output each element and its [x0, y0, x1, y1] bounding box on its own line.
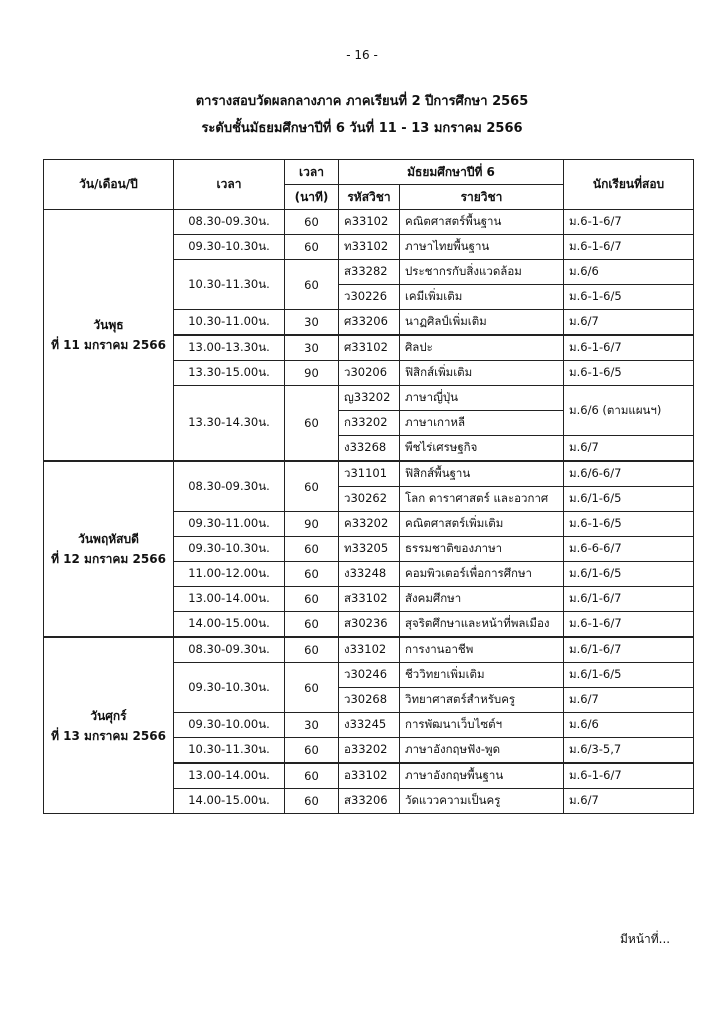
- subject-cell: การพัฒนาเว็บไซต์ฯ: [400, 713, 564, 738]
- code-cell: ญ33202: [339, 386, 400, 411]
- minutes-cell: 60: [285, 537, 339, 562]
- students-cell: ม.6/6 (ตามแผนฯ): [564, 386, 694, 436]
- code-cell: ศ33206: [339, 310, 400, 336]
- header-duration-line2: (นาที): [285, 185, 339, 210]
- minutes-cell: 60: [285, 210, 339, 235]
- time-cell: 10.30-11.00น.: [174, 310, 285, 336]
- students-cell: ม.6-1-6/7: [564, 235, 694, 260]
- page-number: - 16 -: [346, 48, 378, 62]
- time-cell: 08.30-09.30น.: [174, 461, 285, 512]
- code-cell: ศ33102: [339, 335, 400, 361]
- time-cell: 09.30-10.30น.: [174, 537, 285, 562]
- day-name: วันพฤหัสบดี: [78, 532, 139, 546]
- students-cell: ม.6/6-6/7: [564, 461, 694, 487]
- table-row: [44, 210, 694, 235]
- time-cell: 13.30-14.30น.: [174, 386, 285, 462]
- students-cell: ม.6/6: [564, 260, 694, 285]
- day-cell: [44, 461, 174, 637]
- code-cell: ค33202: [339, 512, 400, 537]
- day-date: ที่ 12 มกราคม 2566: [51, 552, 166, 566]
- students-cell: ม.6-1-6/7: [564, 335, 694, 361]
- subject-cell: ภาษาญี่ปุ่น: [400, 386, 564, 411]
- code-cell: ว30226: [339, 285, 400, 310]
- minutes-cell: 60: [285, 386, 339, 462]
- day-cell: [44, 637, 174, 814]
- code-cell: ง33248: [339, 562, 400, 587]
- students-cell: ม.6/1-6/7: [564, 637, 694, 663]
- code-cell: ว30268: [339, 688, 400, 713]
- subject-cell: วิทยาศาสตร์สำหรับครู: [400, 688, 564, 713]
- time-cell: 13.30-15.00น.: [174, 361, 285, 386]
- subject-cell: ประชากรกับสิ่งแวดล้อม: [400, 260, 564, 285]
- day-date: ที่ 11 มกราคม 2566: [51, 338, 166, 352]
- minutes-cell: 60: [285, 663, 339, 713]
- time-cell: 13.00-14.00น.: [174, 763, 285, 789]
- header-subject: รายวิชา: [400, 185, 564, 210]
- code-cell: ว31101: [339, 461, 400, 487]
- subject-cell: ฟิสิกส์เพิ่มเติม: [400, 361, 564, 386]
- students-cell: ม.6/7: [564, 789, 694, 814]
- header-duration-line1: เวลา: [285, 160, 339, 185]
- day-cell: [44, 210, 174, 462]
- students-cell: ม.6/7: [564, 436, 694, 462]
- subject-cell: ศิลปะ: [400, 335, 564, 361]
- header-time: เวลา: [174, 160, 285, 210]
- time-cell: 13.00-13.30น.: [174, 335, 285, 361]
- time-cell: 08.30-09.30น.: [174, 637, 285, 663]
- subject-cell: คณิตศาสตร์พื้นฐาน: [400, 210, 564, 235]
- day-name: วันศุกร์: [90, 708, 127, 723]
- minutes-cell: 60: [285, 738, 339, 764]
- code-cell: ง33102: [339, 637, 400, 663]
- minutes-cell: 60: [285, 562, 339, 587]
- subject-cell: ภาษาเกาหลี: [400, 411, 564, 436]
- students-cell: ม.6-6-6/7: [564, 537, 694, 562]
- code-cell: ว30206: [339, 361, 400, 386]
- subject-cell: ภาษาอังกฤษฟัง-พูด: [400, 738, 564, 764]
- code-cell: ส33102: [339, 587, 400, 612]
- subject-cell: ภาษาไทยพื้นฐาน: [400, 235, 564, 260]
- code-cell: ส33206: [339, 789, 400, 814]
- code-cell: ท33205: [339, 537, 400, 562]
- minutes-cell: 60: [285, 260, 339, 310]
- minutes-cell: 60: [285, 789, 339, 814]
- students-cell: ม.6/7: [564, 688, 694, 713]
- code-cell: อ33202: [339, 738, 400, 764]
- table-row: [44, 461, 694, 487]
- header-grade-group: มัธยมศึกษาปีที่ 6: [339, 160, 564, 185]
- header-date: วัน/เดือน/ปี: [44, 160, 174, 210]
- subject-cell: นาฏศิลป์เพิ่มเติม: [400, 310, 564, 336]
- minutes-cell: 60: [285, 637, 339, 663]
- students-cell: ม.6/1-6/7: [564, 587, 694, 612]
- subject-cell: การงานอาชีพ: [400, 637, 564, 663]
- document-subtitle: ระดับชั้นมัธยมศึกษาปีที่ 6 วันที่ 11 - 13 มกราคม 2566: [201, 121, 523, 136]
- minutes-cell: 90: [285, 512, 339, 537]
- header-code: รหัสวิชา: [339, 185, 400, 210]
- time-cell: 09.30-10.30น.: [174, 235, 285, 260]
- minutes-cell: 30: [285, 310, 339, 336]
- time-cell: 14.00-15.00น.: [174, 789, 285, 814]
- code-cell: อ33102: [339, 763, 400, 789]
- code-cell: ค33102: [339, 210, 400, 235]
- code-cell: ว30246: [339, 663, 400, 688]
- code-cell: ส30236: [339, 612, 400, 638]
- subject-cell: ธรรมชาติของภาษา: [400, 537, 564, 562]
- minutes-cell: 60: [285, 235, 339, 260]
- day-date: ที่ 13 มกราคม 2566: [51, 728, 166, 743]
- subject-cell: ภาษาอังกฤษพื้นฐาน: [400, 763, 564, 789]
- exam-schedule-table: [43, 159, 694, 814]
- time-cell: 08.30-09.30น.: [174, 210, 285, 235]
- students-cell: ม.6-1-6/5: [564, 361, 694, 386]
- students-cell: ม.6-1-6/7: [564, 612, 694, 638]
- students-cell: ม.6/1-6/5: [564, 663, 694, 688]
- time-cell: 09.30-10.30น.: [174, 663, 285, 713]
- time-cell: 10.30-11.30น.: [174, 260, 285, 310]
- time-cell: 14.00-15.00น.: [174, 612, 285, 638]
- code-cell: ง33245: [339, 713, 400, 738]
- time-cell: 11.00-12.00น.: [174, 562, 285, 587]
- time-cell: 09.30-11.00น.: [174, 512, 285, 537]
- subject-cell: ชีววิทยาเพิ่มเติม: [400, 663, 564, 688]
- minutes-cell: 60: [285, 461, 339, 512]
- code-cell: ว30262: [339, 487, 400, 512]
- subject-cell: สุจริตศึกษาและหน้าที่พลเมือง: [400, 612, 564, 638]
- students-cell: ม.6-1-6/5: [564, 512, 694, 537]
- continuation-note: มีหน้าที่...: [620, 932, 671, 946]
- code-cell: ง33268: [339, 436, 400, 462]
- students-cell: ม.6/1-6/5: [564, 562, 694, 587]
- minutes-cell: 30: [285, 713, 339, 738]
- minutes-cell: 60: [285, 612, 339, 638]
- code-cell: ท33102: [339, 235, 400, 260]
- header-students: นักเรียนที่สอบ: [564, 160, 694, 210]
- students-cell: ม.6-1-6/7: [564, 763, 694, 789]
- table-row: [44, 637, 694, 663]
- document-title: ตารางสอบวัดผลกลางภาค ภาคเรียนที่ 2 ปีการศึกษา 2565: [195, 94, 529, 109]
- minutes-cell: 60: [285, 587, 339, 612]
- subject-cell: เคมีเพิ่มเติม: [400, 285, 564, 310]
- minutes-cell: 30: [285, 335, 339, 361]
- subject-cell: วัดแววความเป็นครู: [400, 789, 564, 814]
- time-cell: 09.30-10.00น.: [174, 713, 285, 738]
- subject-cell: พืชไร่เศรษฐกิจ: [400, 436, 564, 462]
- time-cell: 10.30-11.30น.: [174, 738, 285, 764]
- subject-cell: คณิตศาสตร์เพิ่มเติม: [400, 512, 564, 537]
- minutes-cell: 60: [285, 763, 339, 789]
- minutes-cell: 90: [285, 361, 339, 386]
- students-cell: ม.6-1-6/5: [564, 285, 694, 310]
- students-cell: ม.6/1-6/5: [564, 487, 694, 512]
- code-cell: ก33202: [339, 411, 400, 436]
- subject-cell: สังคมศึกษา: [400, 587, 564, 612]
- code-cell: ส33282: [339, 260, 400, 285]
- students-cell: ม.6-1-6/7: [564, 210, 694, 235]
- students-cell: ม.6/3-5,7: [564, 738, 694, 764]
- students-cell: ม.6/6: [564, 713, 694, 738]
- time-cell: 13.00-14.00น.: [174, 587, 285, 612]
- students-cell: ม.6/7: [564, 310, 694, 336]
- subject-cell: โลก ดาราศาสตร์ และอวกาศ: [400, 487, 564, 512]
- subject-cell: คอมพิวเตอร์เพื่อการศึกษา: [400, 562, 564, 587]
- day-name: วันพุธ: [93, 318, 124, 332]
- subject-cell: ฟิสิกส์พื้นฐาน: [400, 461, 564, 487]
